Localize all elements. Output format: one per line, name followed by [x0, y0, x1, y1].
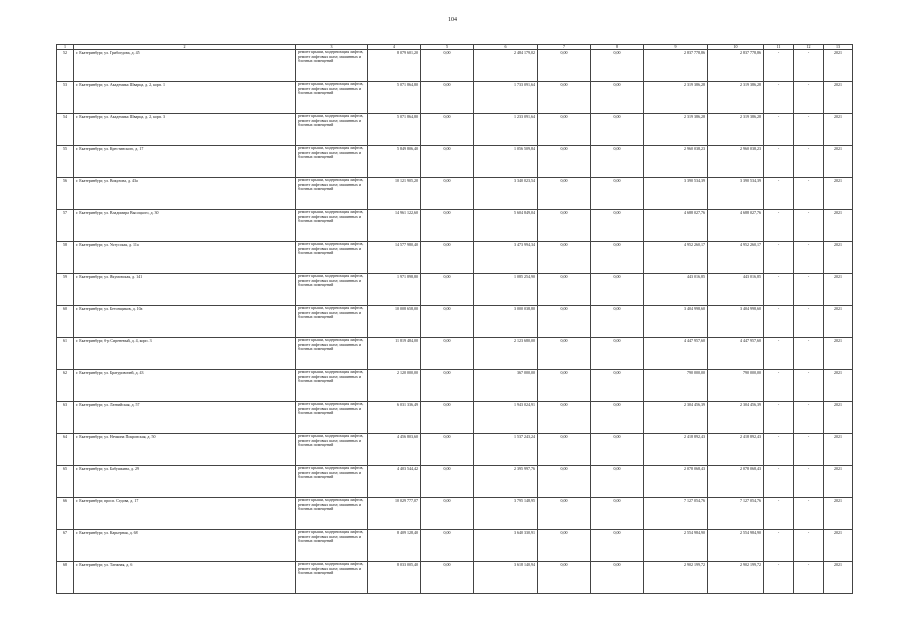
col11-cell: -	[764, 370, 794, 402]
col6-cell: 367 000,00	[474, 370, 538, 402]
col5-cell: 0,00	[421, 242, 474, 274]
col6-cell: 2 395 997,76	[474, 466, 538, 498]
address-cell: г. Екатеринбург, ул. Братуровичей, д. 43	[74, 370, 296, 402]
total-cost-cell: 8 033 005,40	[368, 562, 421, 594]
total-cost-cell: 4 403 544,42	[368, 466, 421, 498]
table-row	[57, 402, 853, 434]
address-cell: г. Екатеринбург, б-р Сиреневый, д. 4, корп. 3	[74, 338, 296, 370]
col5-cell: 0,00	[421, 114, 474, 146]
col6-cell: 3 000 038,80	[474, 306, 538, 338]
address-cell: г. Екатеринбург, ул. Академика Шварца, д. 2, корп. 1	[74, 82, 296, 114]
col11-cell: -	[764, 402, 794, 434]
col10-cell: 2 078 068,43	[708, 466, 764, 498]
col7-cell: 0,00	[538, 466, 591, 498]
total-cost-cell: 11 819 484,00	[368, 338, 421, 370]
total-cost-cell: 5 071 864,80	[368, 82, 421, 114]
col6-cell: 1 233 091,64	[474, 114, 538, 146]
address-cell: г. Екатеринбург, ул. Карьерная, д. 68	[74, 530, 296, 562]
col12-cell: -	[794, 338, 824, 370]
col5-cell: 0,00	[421, 402, 474, 434]
col11-cell: -	[764, 434, 794, 466]
year-cell: 2021	[824, 178, 853, 210]
col11-cell: -	[764, 242, 794, 274]
work-type-cell: ремонт крыши, модернизация лифтов, ремонт лифтовых шахт, машинных и блочных помещений	[296, 498, 368, 530]
row-number: 53	[57, 82, 74, 114]
column-number: 3	[296, 45, 368, 50]
col11-cell: -	[764, 146, 794, 178]
col9-cell: 790 000,00	[644, 370, 708, 402]
col11-cell: -	[764, 178, 794, 210]
col7-cell: 0,00	[538, 338, 591, 370]
column-number: 13	[824, 45, 853, 50]
col12-cell: -	[794, 370, 824, 402]
row-number: 68	[57, 562, 74, 594]
row-number: 57	[57, 210, 74, 242]
col10-cell: 7 127 054,76	[708, 498, 764, 530]
table-row	[57, 178, 853, 210]
column-number: 4	[368, 45, 421, 50]
column-number: 7	[538, 45, 591, 50]
col9-cell: 3 404 998,60	[644, 306, 708, 338]
work-type-cell: ремонт крыши, модернизация лифтов, ремонт лифтовых шахт, машинных и блочных помещений	[296, 434, 368, 466]
col10-cell: 2 960 038,23	[708, 146, 764, 178]
column-number: 9	[644, 45, 708, 50]
table-row	[57, 338, 853, 370]
col11-cell: -	[764, 530, 794, 562]
total-cost-cell: 6 031 336,49	[368, 402, 421, 434]
col8-cell: 0,00	[591, 242, 644, 274]
col9-cell: 2 902 199,72	[644, 562, 708, 594]
address-cell: г. Екатеринбург, ул. Уктусская, д. 11а	[74, 242, 296, 274]
work-type-cell: ремонт крыши, модернизация лифтов, ремонт лифтовых шахт, машинных и блочных помещений	[296, 178, 368, 210]
col10-cell: 2 902 199,72	[708, 562, 764, 594]
work-type-cell: ремонт крыши, модернизация лифтов, ремонт лифтовых шахт, машинных и блочных помещений	[296, 370, 368, 402]
col10-cell: 3 404 998,60	[708, 306, 764, 338]
col7-cell: 0,00	[538, 146, 591, 178]
col5-cell: 0,00	[421, 82, 474, 114]
column-number: 1	[57, 45, 74, 50]
col8-cell: 0,00	[591, 274, 644, 306]
col8-cell: 0,00	[591, 466, 644, 498]
address-cell: г. Екатеринбург, ул. Якумовская, д. 141	[74, 274, 296, 306]
row-number: 62	[57, 370, 74, 402]
address-cell: г. Екатеринбург, ул. Латвийская, д. 57	[74, 402, 296, 434]
work-type-cell: ремонт крыши, модернизация лифтов, ремонт лифтовых шахт, машинных и блочных помещений	[296, 146, 368, 178]
table-row	[57, 370, 853, 402]
row-number: 52	[57, 50, 74, 82]
page-number: 104	[448, 17, 457, 23]
row-number: 64	[57, 434, 74, 466]
col10-cell: 4 688 027,76	[708, 210, 764, 242]
col8-cell: 0,00	[591, 178, 644, 210]
address-cell: г. Екатеринбург, ул. Бетонщиков, д. 10а	[74, 306, 296, 338]
col11-cell: -	[764, 498, 794, 530]
total-cost-cell: 5 071 864,80	[368, 114, 421, 146]
address-cell: г. Екатеринбург, ул. Грибоедова, д. 45	[74, 50, 296, 82]
address-cell: г. Екатеринбург, ул. Таежная, д. 6	[74, 562, 296, 594]
col12-cell: -	[794, 146, 824, 178]
col6-cell: 3 640 330,91	[474, 530, 538, 562]
total-cost-cell: 8 409 128,40	[368, 530, 421, 562]
address-cell: г. Екатеринбург, ул. Академика Шварца, д. 2, корп. 3	[74, 114, 296, 146]
year-cell: 2021	[824, 530, 853, 562]
col7-cell: 0,00	[538, 306, 591, 338]
col8-cell: 0,00	[591, 338, 644, 370]
col11-cell: -	[764, 306, 794, 338]
total-cost-cell: 10 008 658,00	[368, 306, 421, 338]
col10-cell: 4 952 260,17	[708, 242, 764, 274]
year-cell: 2021	[824, 562, 853, 594]
row-number: 59	[57, 274, 74, 306]
year-cell: 2021	[824, 370, 853, 402]
column-number: 11	[764, 45, 794, 50]
col12-cell: -	[794, 178, 824, 210]
col10-cell: 2 319 386,28	[708, 82, 764, 114]
year-cell: 2021	[824, 114, 853, 146]
col9-cell: 2 319 386,28	[644, 82, 708, 114]
total-cost-cell: 14 577 980,40	[368, 242, 421, 274]
table-row	[57, 274, 853, 306]
col7-cell: 0,00	[538, 50, 591, 82]
total-cost-cell: 14 961 122,60	[368, 210, 421, 242]
col12-cell: -	[794, 274, 824, 306]
col12-cell: -	[794, 82, 824, 114]
col6-cell: 5 604 849,04	[474, 210, 538, 242]
work-type-cell: ремонт крыши, модернизация лифтов, ремонт лифтовых шахт, машинных и блочных помещений	[296, 210, 368, 242]
col7-cell: 0,00	[538, 178, 591, 210]
table-row	[57, 50, 853, 82]
col8-cell: 0,00	[591, 146, 644, 178]
col6-cell: 2 123 680,00	[474, 338, 538, 370]
column-number: 5	[421, 45, 474, 50]
year-cell: 2021	[824, 50, 853, 82]
col8-cell: 0,00	[591, 498, 644, 530]
work-type-cell: ремонт крыши, модернизация лифтов, ремонт лифтовых шахт, машинных и блочных помещений	[296, 338, 368, 370]
col10-cell: 443 016,85	[708, 274, 764, 306]
total-cost-cell: 5 849 806,40	[368, 146, 421, 178]
col9-cell: 4 688 027,76	[644, 210, 708, 242]
col10-cell: 2 837 778,86	[708, 50, 764, 82]
work-type-cell: ремонт крыши, модернизация лифтов, ремонт лифтовых шахт, машинных и блочных помещений	[296, 274, 368, 306]
row-number: 63	[57, 402, 74, 434]
col12-cell: -	[794, 466, 824, 498]
col5-cell: 0,00	[421, 210, 474, 242]
col10-cell: 2 418 892,43	[708, 434, 764, 466]
col9-cell: 2 837 778,86	[644, 50, 708, 82]
col9-cell: 4 447 957,60	[644, 338, 708, 370]
col6-cell: 1 085 254,90	[474, 274, 538, 306]
col5-cell: 0,00	[421, 562, 474, 594]
col11-cell: -	[764, 338, 794, 370]
year-cell: 2021	[824, 274, 853, 306]
col12-cell: -	[794, 50, 824, 82]
col11-cell: -	[764, 562, 794, 594]
col8-cell: 0,00	[591, 210, 644, 242]
col11-cell: -	[764, 210, 794, 242]
year-cell: 2021	[824, 434, 853, 466]
work-type-cell: ремонт крыши, модернизация лифтов, ремонт лифтовых шахт, машинных и блочных помещений	[296, 50, 368, 82]
address-cell: г. Екатеринбург, ул. Викулова, д. 43а	[74, 178, 296, 210]
col8-cell: 0,00	[591, 114, 644, 146]
table-row	[57, 530, 853, 562]
year-cell: 2021	[824, 306, 853, 338]
col7-cell: 0,00	[538, 498, 591, 530]
work-type-cell: ремонт крыши, модернизация лифтов, ремонт лифтовых шахт, машинных и блочных помещений	[296, 402, 368, 434]
col12-cell: -	[794, 210, 824, 242]
column-number: 10	[708, 45, 764, 50]
total-cost-cell: 1 971 898,80	[368, 274, 421, 306]
total-cost-cell: 2 120 000,00	[368, 370, 421, 402]
row-number: 54	[57, 114, 74, 146]
col12-cell: -	[794, 402, 824, 434]
table-row	[57, 434, 853, 466]
row-number: 61	[57, 338, 74, 370]
col8-cell: 0,00	[591, 50, 644, 82]
year-cell: 2021	[824, 146, 853, 178]
col10-cell: 2 304 456,39	[708, 402, 764, 434]
address-cell: г. Екатеринбург, ул. Нечкина Покровская, д. 50	[74, 434, 296, 466]
col8-cell: 0,00	[591, 402, 644, 434]
col6-cell: 2 484 179,02	[474, 50, 538, 82]
work-type-cell: ремонт крыши, модернизация лифтов, ремонт лифтовых шахт, машинных и блочных помещений	[296, 242, 368, 274]
col5-cell: 0,00	[421, 50, 474, 82]
year-cell: 2021	[824, 242, 853, 274]
work-type-cell: ремонт крыши, модернизация лифтов, ремонт лифтовых шахт, машинных и блочных помещений	[296, 530, 368, 562]
col9-cell: 2 418 892,43	[644, 434, 708, 466]
col11-cell: -	[764, 82, 794, 114]
col7-cell: 0,00	[538, 370, 591, 402]
row-number: 58	[57, 242, 74, 274]
col12-cell: -	[794, 306, 824, 338]
col8-cell: 0,00	[591, 434, 644, 466]
row-number: 65	[57, 466, 74, 498]
col12-cell: -	[794, 530, 824, 562]
row-number: 67	[57, 530, 74, 562]
col9-cell: 2 319 386,28	[644, 114, 708, 146]
col12-cell: -	[794, 498, 824, 530]
table-row	[57, 242, 853, 274]
work-type-cell: ремонт крыши, модернизация лифтов, ремонт лифтовых шахт, машинных и блочных помещений	[296, 466, 368, 498]
col6-cell: 1 943 024,91	[474, 402, 538, 434]
address-cell: г. Екатеринбург, просп. Седова, д. 17	[74, 498, 296, 530]
col12-cell: -	[794, 114, 824, 146]
col5-cell: 0,00	[421, 498, 474, 530]
col9-cell: 3 390 534,39	[644, 178, 708, 210]
col5-cell: 0,00	[421, 274, 474, 306]
col8-cell: 0,00	[591, 562, 644, 594]
col9-cell: 7 127 054,76	[644, 498, 708, 530]
col9-cell: 2 554 984,90	[644, 530, 708, 562]
col12-cell: -	[794, 434, 824, 466]
work-type-cell: ремонт крыши, модернизация лифтов, ремонт лифтовых шахт, машинных и блочных помещений	[296, 562, 368, 594]
work-type-cell: ремонт крыши, модернизация лифтов, ремонт лифтовых шахт, машинных и блочных помещений	[296, 114, 368, 146]
col10-cell: 4 447 957,60	[708, 338, 764, 370]
column-number: 6	[474, 45, 538, 50]
col8-cell: 0,00	[591, 370, 644, 402]
total-cost-cell: 10 029 777,07	[368, 498, 421, 530]
col7-cell: 0,00	[538, 402, 591, 434]
col7-cell: 0,00	[538, 530, 591, 562]
total-cost-cell: 4 456 803,60	[368, 434, 421, 466]
row-number: 55	[57, 146, 74, 178]
col12-cell: -	[794, 562, 824, 594]
col11-cell: -	[764, 274, 794, 306]
work-type-cell: ремонт крыши, модернизация лифтов, ремонт лифтовых шахт, машинных и блочных помещений	[296, 82, 368, 114]
col7-cell: 0,00	[538, 210, 591, 242]
total-cost-cell: 10 121 905,20	[368, 178, 421, 210]
col8-cell: 0,00	[591, 306, 644, 338]
year-cell: 2021	[824, 338, 853, 370]
total-cost-cell: 8 079 601,20	[368, 50, 421, 82]
table-row	[57, 210, 853, 242]
row-number: 60	[57, 306, 74, 338]
year-cell: 2021	[824, 466, 853, 498]
col11-cell: -	[764, 50, 794, 82]
year-cell: 2021	[824, 498, 853, 530]
col5-cell: 0,00	[421, 370, 474, 402]
table-row	[57, 82, 853, 114]
col6-cell: 3 473 994,34	[474, 242, 538, 274]
col11-cell: -	[764, 114, 794, 146]
col5-cell: 0,00	[421, 178, 474, 210]
col9-cell: 2 304 456,39	[644, 402, 708, 434]
col8-cell: 0,00	[591, 530, 644, 562]
column-number: 2	[74, 45, 296, 50]
col5-cell: 0,00	[421, 466, 474, 498]
col10-cell: 790 000,00	[708, 370, 764, 402]
address-cell: г. Екатеринбург, ул. Владимира Высоцкого, д. 30	[74, 210, 296, 242]
year-cell: 2021	[824, 210, 853, 242]
table-row	[57, 114, 853, 146]
col5-cell: 0,00	[421, 530, 474, 562]
col5-cell: 0,00	[421, 434, 474, 466]
row-number: 56	[57, 178, 74, 210]
table-row	[57, 562, 853, 594]
col8-cell: 0,00	[591, 82, 644, 114]
table-row	[57, 466, 853, 498]
col9-cell: 443 016,85	[644, 274, 708, 306]
col5-cell: 0,00	[421, 146, 474, 178]
col10-cell: 2 319 386,28	[708, 114, 764, 146]
work-type-cell: ремонт крыши, модернизация лифтов, ремонт лифтовых шахт, машинных и блочных помещений	[296, 306, 368, 338]
repair-schedule-table	[56, 44, 853, 594]
col10-cell: 2 554 984,90	[708, 530, 764, 562]
col7-cell: 0,00	[538, 82, 591, 114]
col5-cell: 0,00	[421, 338, 474, 370]
col7-cell: 0,00	[538, 242, 591, 274]
table-row	[57, 498, 853, 530]
address-cell: г. Екатеринбург, ул. Крестинского, д. 17	[74, 146, 296, 178]
col6-cell: 1 537 243,24	[474, 434, 538, 466]
col6-cell: 3 795 148,95	[474, 498, 538, 530]
column-number: 12	[794, 45, 824, 50]
col9-cell: 2 960 038,23	[644, 146, 708, 178]
col12-cell: -	[794, 242, 824, 274]
col6-cell: 1 733 091,64	[474, 82, 538, 114]
year-cell: 2021	[824, 82, 853, 114]
col10-cell: 3 390 534,39	[708, 178, 764, 210]
col6-cell: 3 618 140,94	[474, 562, 538, 594]
col9-cell: 4 952 260,17	[644, 242, 708, 274]
address-cell: г. Екатеринбург, ул. Бабушкина, д. 29	[74, 466, 296, 498]
col6-cell: 3 340 023,54	[474, 178, 538, 210]
col11-cell: -	[764, 466, 794, 498]
row-number: 66	[57, 498, 74, 530]
col9-cell: 2 078 068,43	[644, 466, 708, 498]
year-cell: 2021	[824, 402, 853, 434]
col7-cell: 0,00	[538, 114, 591, 146]
table-row	[57, 146, 853, 178]
table-row	[57, 306, 853, 338]
col7-cell: 0,00	[538, 274, 591, 306]
column-number: 8	[591, 45, 644, 50]
col7-cell: 0,00	[538, 562, 591, 594]
col6-cell: 1 056 509,84	[474, 146, 538, 178]
col7-cell: 0,00	[538, 434, 591, 466]
col5-cell: 0,00	[421, 306, 474, 338]
